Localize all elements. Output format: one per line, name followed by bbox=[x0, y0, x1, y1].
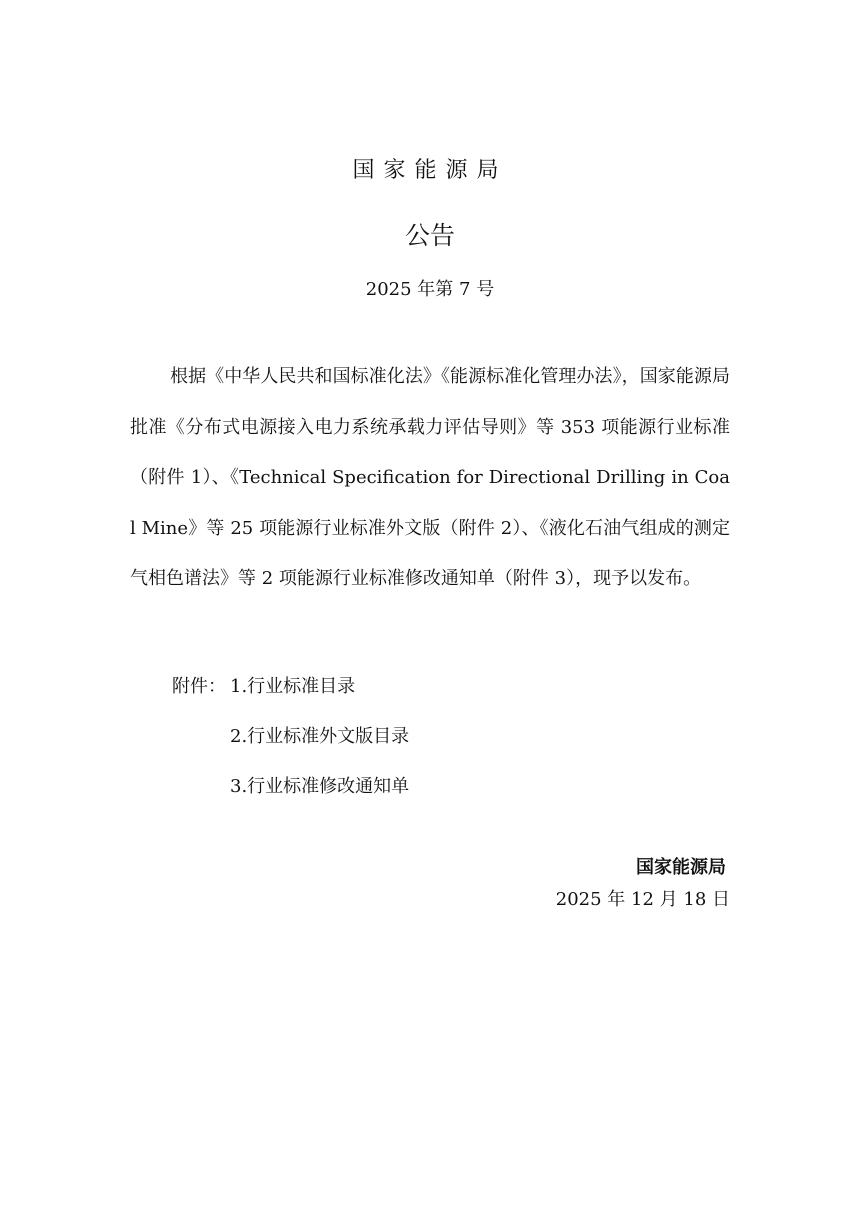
document-kind-title: 公告 bbox=[404, 221, 455, 250]
document-number: 2025 年第 7 号 bbox=[365, 279, 495, 300]
attachment-item-3: 3.行业标准修改通知单 bbox=[230, 776, 410, 797]
issuing-agency-title: 国家能源局 bbox=[352, 158, 508, 183]
announcement-body-paragraph: 根据《中华人民共和国标准化法》《能源标准化管理办法》，国家能源局批准《分布式电源接入电力系统承载力评估导则》等 353 项能源行业标准（附件 1）、《Technical Specification for Directional Drilling in Coal Mine》等 25 项能源行业标准外文版（附件 2）、《液化石油气组成的测定 气相色谱法》等 2 项能源行业标准修改通知单（附件 3），现予以发布。 bbox=[130, 366, 748, 589]
signature-date: 2025 年 12 月 18 日 bbox=[555, 889, 730, 910]
attachment-item-1: 1.行业标准目录 bbox=[230, 676, 356, 697]
signature-organization: 国家能源局 bbox=[636, 857, 726, 878]
attachments-label: 附件： bbox=[172, 676, 226, 697]
attachment-item-2: 2.行业标准外文版目录 bbox=[230, 726, 410, 747]
